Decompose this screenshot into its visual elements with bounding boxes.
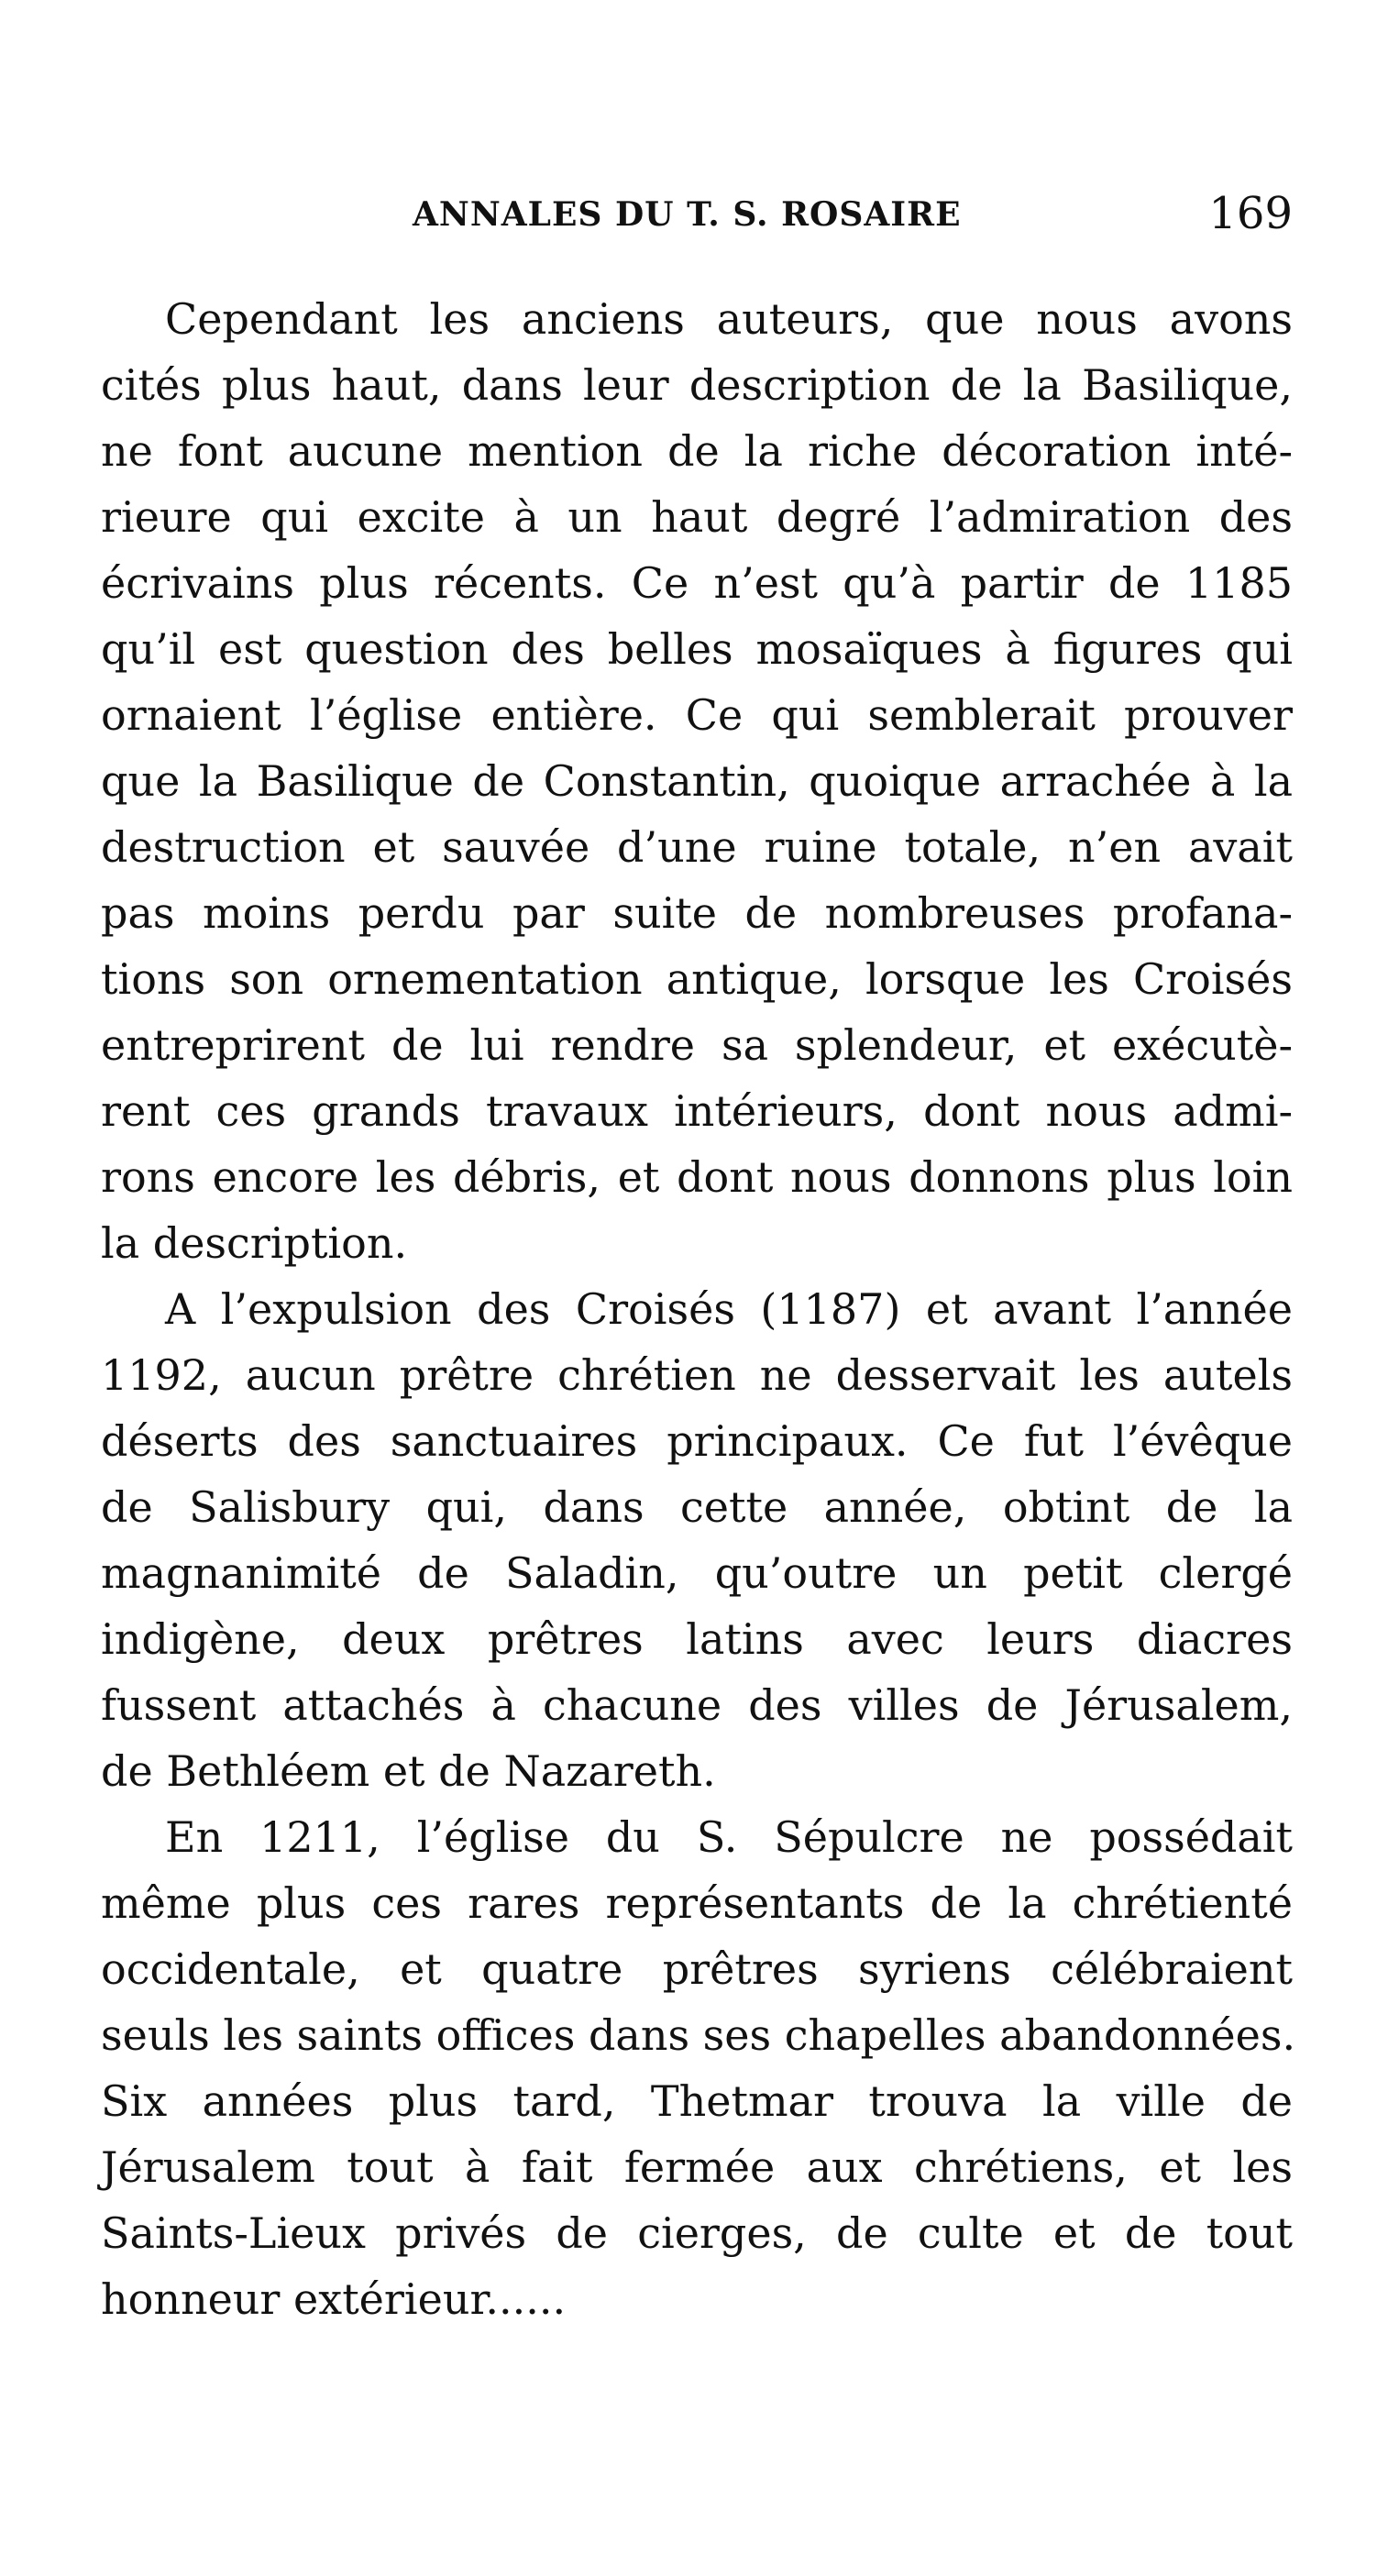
text-line: occidentale, et quatre prêtres syriens célébraient <box>101 1944 1293 1994</box>
text-line: rent ces grands travaux intérieurs, dont nous admi- <box>101 1086 1293 1136</box>
paragraph <box>101 286 1293 1276</box>
paragraph <box>101 1276 1293 1804</box>
page-header <box>101 188 1293 252</box>
body-text <box>101 286 1296 2332</box>
running-title: ANNALES DU T. S. ROSAIRE <box>413 195 962 234</box>
text-line: même plus ces rares représentants de la chrétienté <box>101 1878 1293 1928</box>
text-line: fussent attachés à chacune des villes de Jérusalem, <box>101 1680 1293 1730</box>
text-line: cités plus haut, dans leur description de la Basilique, <box>101 360 1293 410</box>
text-line: En 1211, l’église du S. Sépulcre ne possédait <box>165 1812 1293 1862</box>
text-line: de Salisbury qui, dans cette année, obtint de la <box>101 1482 1293 1532</box>
text-line: que la Basilique de Constantin, quoique arrachée à la <box>101 756 1293 806</box>
text-line: déserts des sanctuaires principaux. Ce fut l’évêque <box>101 1416 1293 1466</box>
text-line: 1192, aucun prêtre chrétien ne desservait les autels <box>101 1350 1293 1400</box>
text-line: Saints-Lieux privés de cierges, de culte et de tout <box>101 2208 1293 2258</box>
text-line: Jérusalem tout à fait fermée aux chrétiens, et les <box>101 2142 1293 2192</box>
text-line: ornaient l’église entière. Ce qui semblerait prouver <box>101 690 1293 740</box>
text-line: ne font aucune mention de la riche décoration inté- <box>101 426 1293 476</box>
text-line: A l’expulsion des Croisés (1187) et avant l’année <box>165 1284 1293 1334</box>
text-line: rons encore les débris, et dont nous donnons plus loin <box>101 1152 1293 1202</box>
text-line: de Bethléem et de Nazareth. <box>101 1746 716 1796</box>
page-number: 169 <box>1208 188 1293 239</box>
text-line: magnanimité de Saladin, qu’outre un petit clergé <box>101 1548 1293 1598</box>
text-line: écrivains plus récents. Ce n’est qu’à partir de 1185 <box>101 558 1293 608</box>
text-line: honneur extérieur...... <box>101 2274 567 2324</box>
text-line: Six années plus tard, Thetmar trouva la ville de <box>101 2076 1293 2126</box>
text-line: la description. <box>101 1218 408 1268</box>
text-line: pas moins perdu par suite de nombreuses profana- <box>101 888 1293 938</box>
text-line: qu’il est question des belles mosaïques à figures qui <box>101 624 1293 674</box>
text-line: Cependant les anciens auteurs, que nous avons <box>165 294 1293 344</box>
text-line: destruction et sauvée d’une ruine totale, n’en avait <box>101 822 1293 872</box>
text-line: entreprirent de lui rendre sa splendeur, et exécutè- <box>101 1020 1293 1070</box>
text-line: indigène, deux prêtres latins avec leurs diacres <box>101 1614 1293 1664</box>
text-line: tions son ornementation antique, lorsque les Croisés <box>101 954 1293 1004</box>
text-line: rieure qui excite à un haut degré l’admiration des <box>101 492 1293 542</box>
paragraph <box>101 1804 1296 2332</box>
text-line: seuls les saints offices dans ses chapelles abandonnées. <box>101 2010 1296 2060</box>
